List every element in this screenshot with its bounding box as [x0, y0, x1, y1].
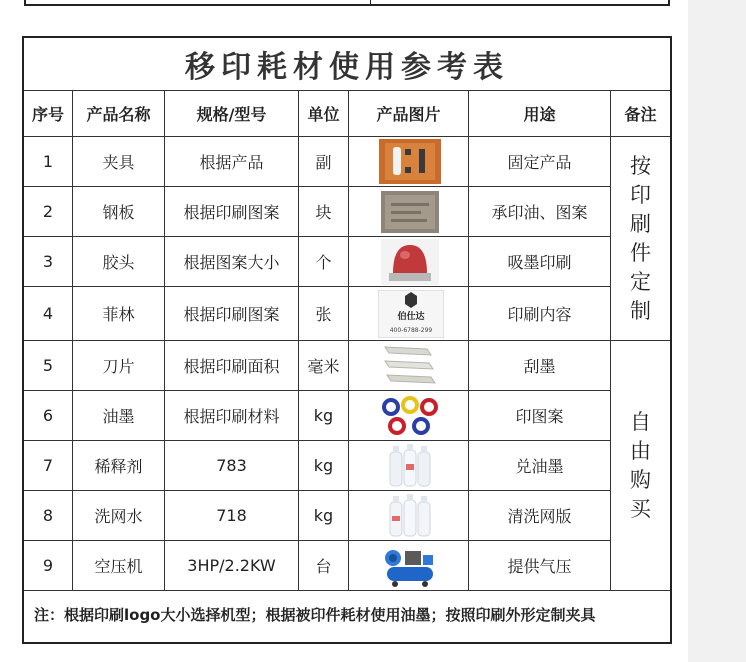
row-2-spec: 根据印刷图案	[183, 203, 280, 222]
row-3-name: 胶头	[102, 253, 135, 272]
thinner-bottles-photo	[386, 442, 434, 489]
remark-custom-made	[611, 137, 670, 340]
remark-char: 购	[630, 467, 651, 492]
row-5-name: 刀片	[102, 357, 135, 376]
row-2-name: 钢板	[102, 203, 135, 222]
row-4-no: 4	[42, 304, 54, 323]
row-2-use: 承印油、图案	[491, 203, 588, 222]
steel-plate-photo	[381, 191, 439, 233]
header-remark: 备注	[624, 105, 657, 124]
row-7-unit: kg	[313, 456, 334, 475]
row-7-use: 兑油墨	[515, 457, 564, 476]
row-3-spec: 根据图案大小	[183, 253, 280, 272]
row-1-name: 夹具	[102, 153, 135, 172]
remark-char: 制	[630, 298, 651, 323]
row-4-use: 印刷内容	[507, 305, 572, 324]
row-9-name: 空压机	[94, 557, 143, 576]
header-name: 产品名称	[86, 105, 151, 124]
previous-table-divider	[370, 0, 371, 6]
row-7-name: 稀释剂	[94, 457, 143, 476]
row-6-spec: 根据印刷材料	[183, 407, 280, 426]
row-5-spec: 根据印刷面积	[183, 357, 280, 376]
footnote: 注：根据印刷logo大小选择机型；根据被印件耗材使用油墨；按照印刷外形定制夹具	[34, 605, 596, 624]
air-compressor-photo	[381, 543, 439, 588]
row-2-unit: 块	[315, 203, 332, 222]
row-6-no: 6	[42, 406, 54, 425]
row-4-spec: 根据印刷图案	[183, 305, 280, 324]
header-spec: 规格/型号	[196, 105, 267, 124]
row-2-no: 2	[42, 202, 54, 221]
row-8-unit: kg	[313, 506, 334, 525]
row-3-use: 吸墨印刷	[507, 253, 572, 272]
row-4-unit: 张	[315, 305, 332, 324]
row-9-no: 9	[42, 556, 54, 575]
row-1-spec: 根据产品	[199, 153, 264, 172]
film-logo-text: 伯仕达	[397, 312, 425, 322]
cleaner-bottles-photo	[386, 492, 434, 539]
row-8-no: 8	[42, 506, 54, 525]
row-6-use: 印图案	[515, 407, 564, 426]
film-photo	[378, 290, 444, 338]
remark-char: 买	[630, 496, 651, 521]
row-1-no: 1	[42, 152, 54, 171]
grid-line	[24, 590, 670, 591]
row-3-no: 3	[42, 252, 54, 271]
grid-line	[348, 90, 349, 590]
fixture-photo	[379, 139, 441, 184]
row-1-unit: 副	[315, 153, 332, 172]
row-3-unit: 个	[315, 253, 332, 272]
table-title: 移印耗材使用参考表	[185, 50, 509, 85]
row-1-use: 固定产品	[507, 153, 572, 172]
blade-photo	[381, 343, 439, 388]
remark-char: 由	[630, 438, 651, 463]
remark-char: 印	[630, 182, 651, 207]
row-7-spec: 783	[216, 456, 247, 475]
header-use: 用途	[523, 105, 556, 124]
remark-char: 刷	[630, 211, 651, 236]
row-9-spec: 3HP/2.2KW	[187, 556, 276, 575]
row-6-name: 油墨	[102, 407, 135, 426]
remark-char: 定	[630, 269, 651, 294]
ink-cans-photo	[379, 393, 441, 438]
row-8-name: 洗网水	[94, 507, 143, 526]
header-unit: 单位	[307, 105, 340, 124]
row-9-unit: 台	[315, 557, 332, 576]
remark-char: 件	[630, 240, 651, 265]
previous-table-edge	[24, 0, 670, 6]
header-no: 序号	[31, 105, 64, 124]
row-9-use: 提供气压	[507, 557, 572, 576]
remark-self-purchase	[611, 341, 670, 590]
row-5-use: 刮墨	[523, 357, 556, 376]
film-phone-text: 400-6788-299	[389, 327, 433, 334]
row-8-use: 清洗网版	[507, 507, 572, 526]
header-image: 产品图片	[376, 105, 441, 124]
remark-char: 按	[630, 153, 651, 178]
remark-char: 自	[630, 409, 651, 434]
row-5-no: 5	[42, 356, 54, 375]
row-4-name: 菲林	[102, 305, 135, 324]
page-gutter	[688, 0, 746, 662]
row-5-unit: 毫米	[307, 357, 340, 376]
silicone-pad-photo	[381, 239, 439, 285]
consumables-reference-table	[22, 36, 672, 644]
row-7-no: 7	[42, 456, 54, 475]
row-6-unit: kg	[313, 406, 334, 425]
row-8-spec: 718	[216, 506, 247, 525]
